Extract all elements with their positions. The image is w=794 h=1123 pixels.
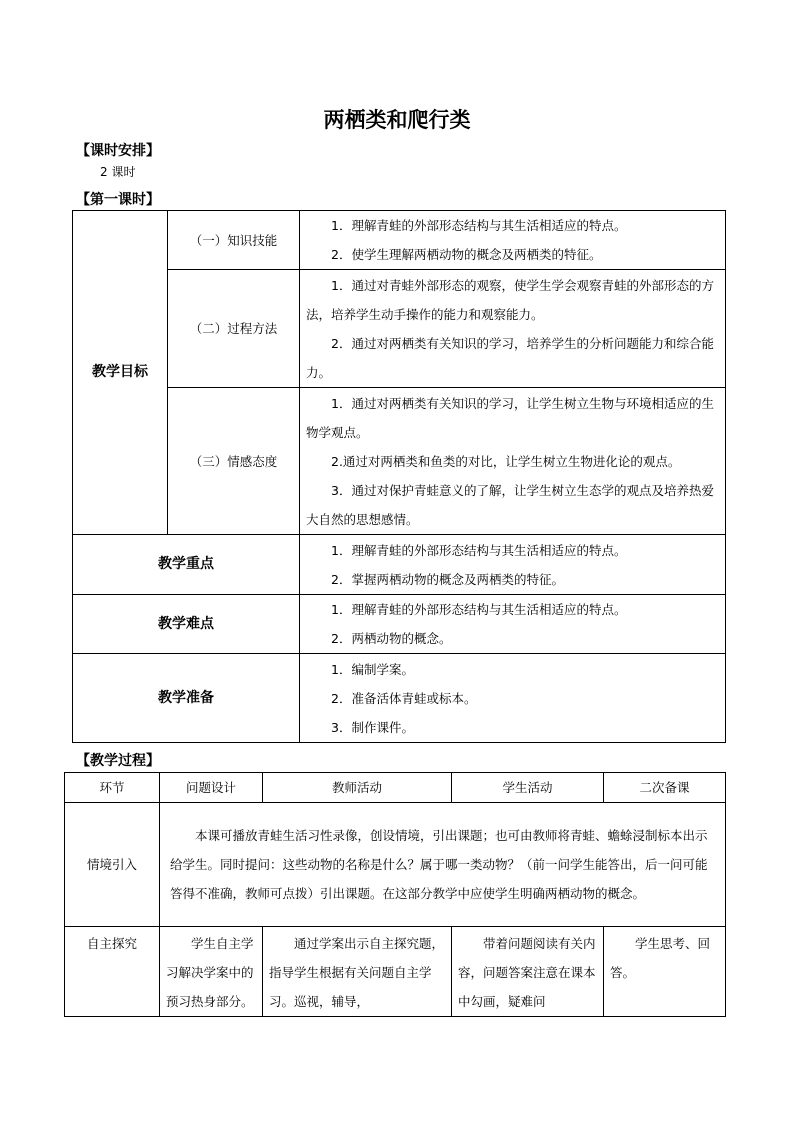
difficulty-item: 2．两栖动物的概念。 xyxy=(331,631,452,646)
key-points-label: 教学重点 xyxy=(73,535,300,595)
column-header: 学生活动 xyxy=(452,773,604,803)
process-table xyxy=(64,772,726,1017)
preparation-item: 1．编制学案。 xyxy=(331,661,414,677)
lesson1-heading: 【第一课时】 xyxy=(76,192,160,208)
column-header: 问题设计 xyxy=(160,773,263,803)
emotion-item: 3．通过对保护青蛙意义的了解，让学生树立生态学的观点及培养热爱大自然的思想感情。 xyxy=(306,482,714,527)
process-content xyxy=(300,270,726,388)
explore-stage: 自主探究 xyxy=(65,927,160,1017)
preparation-item: 2．准备活体青蛙或标本。 xyxy=(331,690,477,706)
difficulties-label: 教学难点 xyxy=(73,595,300,654)
knowledge-item: 1．理解青蛙的外部形态结构与其生活相适应的特点。 xyxy=(331,218,627,233)
knowledge-label: （一）知识技能 xyxy=(168,211,300,270)
process-label: （二）过程方法 xyxy=(168,270,300,388)
emotion-item: 1．通过对两栖类有关知识的学习，让学生树立生物与环境相适应的生物学观点。 xyxy=(306,395,714,440)
lesson1-table xyxy=(72,210,726,743)
column-header: 环节 xyxy=(65,773,160,803)
knowledge-item: 2．使学生理解两栖动物的概念及两栖类的特征。 xyxy=(331,247,602,262)
column-header: 教师活动 xyxy=(263,773,452,803)
explore-student: 带着问题阅读有关内容，问题答案注意在课本中勾画，疑难问 xyxy=(452,927,604,1017)
emotion-content xyxy=(300,388,726,535)
key-points-content xyxy=(300,535,726,595)
key-point-item: 1．理解青蛙的外部形态结构与其生活相适应的特点。 xyxy=(331,542,627,558)
difficulties-content xyxy=(300,595,726,654)
intro-text: 本课可播放青蛙生活习性录像，创设情境，引出课题；也可由教师将青蛙、蟾蜍浸制标本出示给学生。同时提问：这些动物的名称是什么？属于哪一类动物？（前一问学生能答出，后一问可能答得不准确，教师可点拨）引出课题。在这部分教学中应使学生明确两栖动物的概念。 xyxy=(160,803,726,927)
column-header: 二次备课 xyxy=(604,773,726,803)
page-title: 两栖类和爬行类 xyxy=(323,107,471,132)
preparation-content xyxy=(300,654,726,743)
process-item: 1．通过对青蛙外部形态的观察，使学生学会观察青蛙的外部形态的方法，培养学生动手操作的能力和观察能力。 xyxy=(306,277,714,322)
schedule-value: 2 课时 xyxy=(100,165,136,179)
explore-question: 学生自主学习解决学案中的预习热身部分。 xyxy=(160,927,263,1017)
preparation-item: 3．制作课件。 xyxy=(331,719,414,735)
intro-stage: 情境引入 xyxy=(65,803,160,927)
process-heading: 【教学过程】 xyxy=(76,753,160,769)
key-point-item: 2．掌握两栖动物的概念及两栖类的特征。 xyxy=(331,571,564,587)
preparation-label: 教学准备 xyxy=(73,654,300,743)
emotion-item: 2.通过对两栖类和鱼类的对比，让学生树立生物进化论的观点。 xyxy=(331,453,681,469)
explore-teacher: 通过学案出示自主探究题，指导学生根据有关问题自主学习。巡视，辅导， xyxy=(263,927,452,1017)
objectives-label: 教学目标 xyxy=(73,211,168,535)
process-item: 2．通过对两栖类有关知识的学习，培养学生的分析问题能力和综合能力。 xyxy=(306,335,714,380)
knowledge-content xyxy=(300,211,726,270)
schedule-heading: 【课时安排】 xyxy=(76,143,160,159)
difficulty-item: 1．理解青蛙的外部形态结构与其生活相适应的特点。 xyxy=(331,602,627,617)
explore-backup: 学生思考、回答。 xyxy=(604,927,726,1017)
emotion-label: （三）情感态度 xyxy=(168,388,300,535)
